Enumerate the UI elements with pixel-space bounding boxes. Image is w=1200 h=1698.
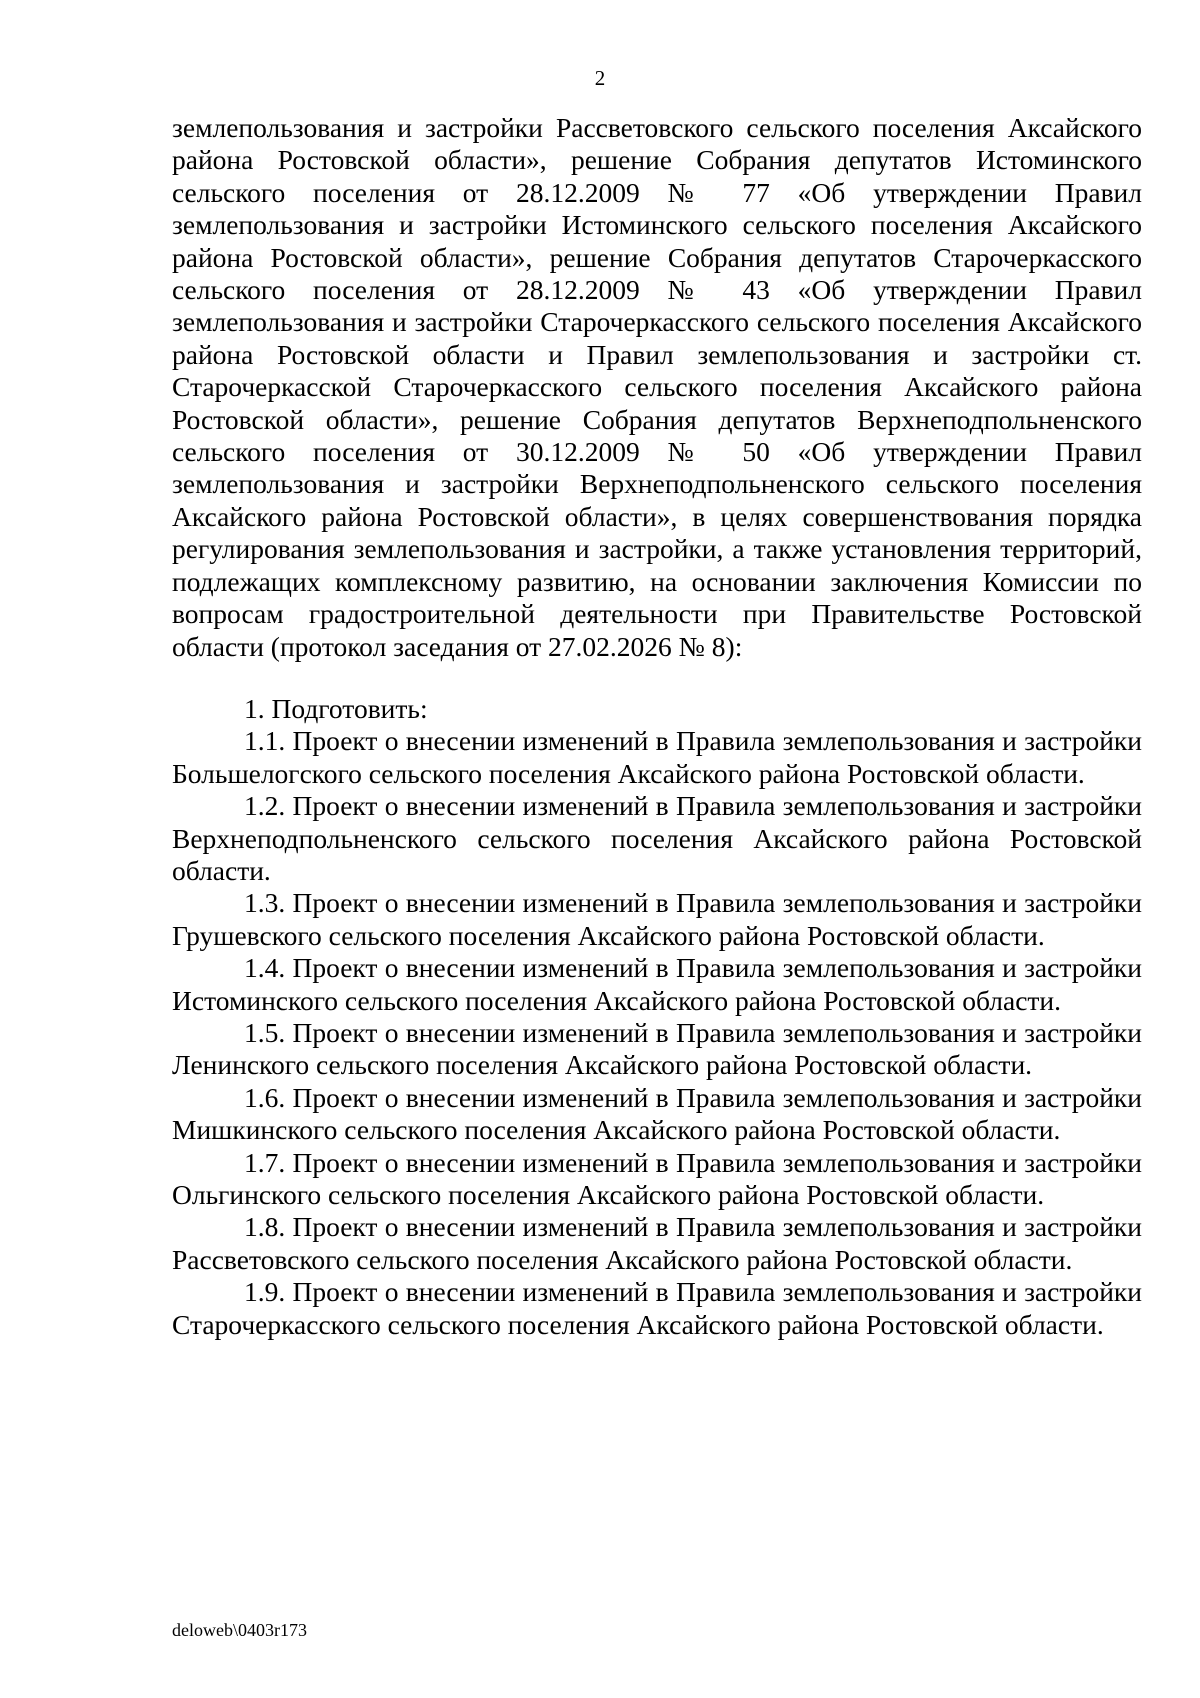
intro-paragraph: землепользования и застройки Рассветовского сельского поселения Аксайского района Ростовской области», решение Собрания депутатов Истоминского сельского поселения от 28.12.2009 № 77 «Об утверждении Правил землепользования и застройки Истоминского сельского поселения Аксайского района Ростовской области», решение Собрания депутатов Старочеркасского сельского поселения от 28.12.2009 № 43 «Об утверждении Правил землепользования и застройки Старочеркасского сельского поселения Аксайского района Ростовской области и Правил землепользования и застройки ст. Старочеркасской Старочеркасского сельского поселения Аксайского района Ростовской области», решение Собрания депутатов Верхнеподпольненского сельского поселения от 30.12.2009 № 50 «Об утверждении Правил землепользования и застройки Верхнеподпольненского сельского поселения Аксайского района Ростовской области», в целях совершенствования порядка регулирования землепользования и застройки, а также установления территорий, подлежащих комплексному развитию, на основании заключения Комиссии по вопросам градостроительной деятельности при Правительстве Ростовской области (протокол заседания от 27.02.2026 № 8): [172,112,1142,662]
list-item-1-5: 1.5. Проект о внесении изменений в Правила землепользования и застройки Ленинского сельского поселения Аксайского района Ростовской области. [172,1016,1142,1081]
section-1-heading: 1. Подготовить: [244,692,428,724]
page-number: 2 [594,66,606,90]
paragraph-gap [172,663,1142,693]
list-item-1-1: 1.1. Проект о внесении изменений в Правила землепользования и застройки Большелогского сельского поселения Аксайского района Ростовской области. [172,725,1142,789]
list-item-1-2: 1.2. Проект о внесении изменений в Правила землепользования и застройки Верхнеподпольненского сельского поселения Аксайского района Ростовской области. [172,790,1142,886]
list-item-1-9: 1.9. Проект о внесении изменений в Правила землепользования и застройки Старочеркасского сельского поселения Аксайского района Ростовской области. [172,1276,1142,1340]
list-item-1-7: 1.7. Проект о внесении изменений в Правила землепользования и застройки Ольгинского сельского поселения Аксайского района Ростовской области. [172,1146,1142,1210]
list-item-1-4: 1.4. Проект о внесении изменений в Правила землепользования и застройки Истоминского сельского поселения Аксайского района Ростовской области. [172,952,1142,1016]
footer-document-code: deloweb\0403r173 [172,1620,307,1640]
list-item-1-6: 1.6. Проект о внесении изменений в Правила землепользования и застройки Мишкинского сельского поселения Аксайского района Ростовской области. [172,1081,1142,1146]
document-body [172,112,1142,1341]
list-item-1-3: 1.3. Проект о внесении изменений в Правила землепользования и застройки Грушевского сельского поселения Аксайского района Ростовской области. [172,887,1142,951]
list-item-1-8: 1.8. Проект о внесении изменений в Правила землепользования и застройки Рассветовского сельского поселения Аксайского района Ростовской области. [172,1211,1142,1275]
